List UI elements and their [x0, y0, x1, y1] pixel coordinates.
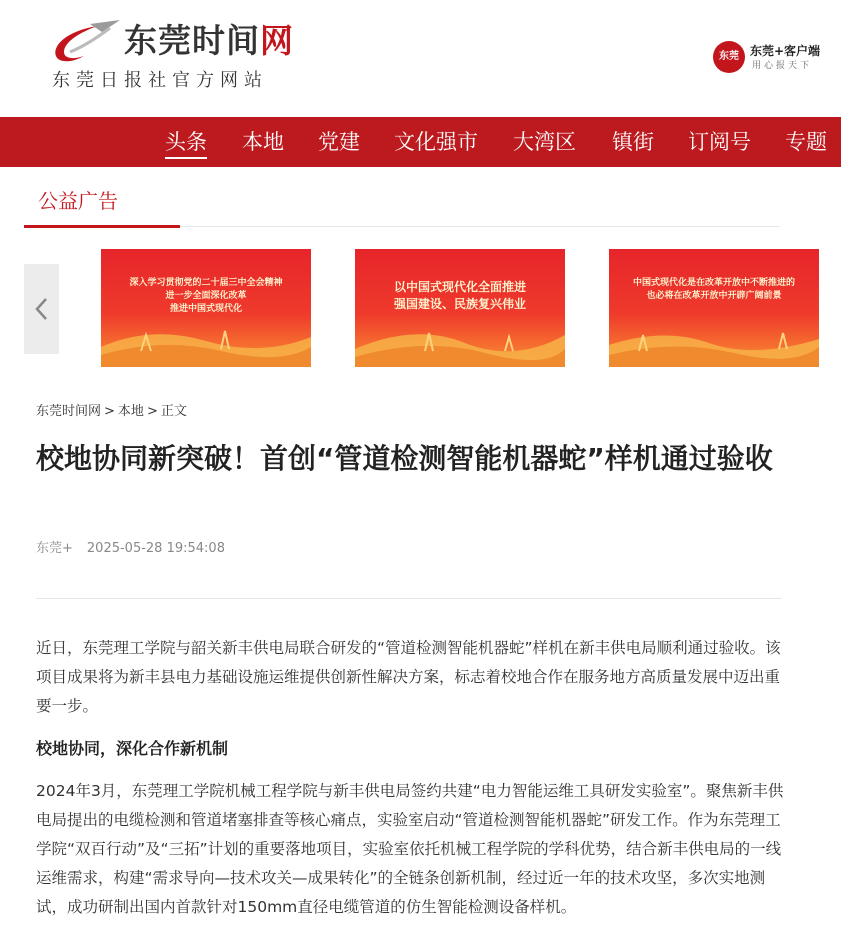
logo-swoosh-icon[interactable]: [50, 18, 124, 64]
nav-item-local[interactable]: 本地: [242, 130, 284, 154]
client-app-title[interactable]: 东莞+客户端: [750, 44, 821, 58]
article-title: 校地协同新突破！首创“管道检测智能机器蛇”样机通过验收: [36, 442, 773, 475]
site-slogan: 东莞日报社官方网站: [52, 70, 268, 91]
ad-section-title-underline: [24, 225, 180, 228]
client-app-slogan: 用心报天下: [752, 61, 813, 71]
nav-item-bay-area[interactable]: 大湾区: [513, 130, 576, 154]
ad-banner-text: 中国式现代化是在改革开放中不断推进的 也必将在改革开放中开辟广阔前景: [632, 278, 795, 301]
logo-accent: 网: [260, 21, 294, 60]
breadcrumb-current: 正文: [160, 404, 187, 419]
chevron-left-icon: [34, 297, 48, 321]
article-paragraph: 近日，东莞理工学院与韶关新丰供电局联合研发的“管道检测智能机器蛇”样机在新丰供电局顺利通过验收。该项目成果将为新丰县电力基础设施运维提供创新性解决方案，标志着校地合作在服务地方高质量发展中迈出重要一步。: [36, 639, 781, 715]
breadcrumb-separator: >: [146, 404, 158, 419]
article-timestamp: 2025-05-28 19:54:08: [86, 541, 225, 556]
breadcrumb-home-link[interactable]: 东莞时间网: [36, 404, 102, 419]
banner-skyline-graphic: [101, 307, 311, 367]
article-subheading: 校地协同，深化合作新机制: [36, 739, 229, 758]
logo-name: 东莞时间: [124, 21, 260, 60]
article-divider: [36, 598, 782, 599]
ad-banner[interactable]: [101, 249, 311, 367]
nav-item-party[interactable]: 党建: [318, 130, 360, 154]
breadcrumb-separator: >: [104, 404, 115, 419]
article-paragraph: 2024年3月，东莞理工学院机械工程学院与新丰供电局签约共建“电力智能运维工具研发实验室”。聚焦新丰供电局提出的电缆检测和管道堵塞排查等核心痛点，实验室启动“管道检测智能机器蛇”研发工作。作为东莞理工学院“双百行动”及“三拓”计划的重要落地项目，实验室依托机械工程学院的学科优势，结合新丰供电局的一线运维需求，构建“需求导向—技术攻关—成果转化”的全链条创新机制，经过近一年的技术攻坚，多次实地测试，成功研制出国内首款针对150mm直径电缆管道的仿生智能检测设备样机。: [36, 782, 784, 916]
breadcrumb: [36, 403, 187, 421]
banner-skyline-graphic: [609, 307, 819, 367]
ad-banner[interactable]: [609, 249, 819, 367]
banner-skyline-graphic: [355, 307, 565, 367]
article-meta: [36, 540, 225, 558]
ad-banner[interactable]: [355, 249, 565, 367]
nav-item-towns[interactable]: 镇街: [612, 130, 654, 154]
site-header: [0, 0, 841, 117]
article-source: 东莞+: [36, 541, 73, 556]
breadcrumb-local-link[interactable]: 本地: [117, 404, 144, 419]
ad-banner-text: 深入学习贯彻党的二十届三中全会精神 进一步全面深化改革 推进中国式现代化: [129, 278, 283, 314]
nav-item-topics[interactable]: 专题: [785, 130, 827, 154]
ad-section-title: 公益广告: [38, 189, 118, 213]
site-logo-text[interactable]: [124, 18, 294, 64]
carousel-prev-button[interactable]: [24, 264, 59, 354]
nav-item-headlines[interactable]: 头条: [165, 117, 207, 167]
client-app-logo[interactable]: 东莞: [713, 41, 745, 73]
nav-item-subscriptions[interactable]: 订阅号: [688, 130, 751, 154]
ad-banner-text: 以中国式现代化全面推进 强国建设、民族复兴伟业: [393, 280, 526, 311]
nav-item-culture[interactable]: 文化强市: [394, 130, 478, 154]
main-nav: [0, 117, 841, 167]
